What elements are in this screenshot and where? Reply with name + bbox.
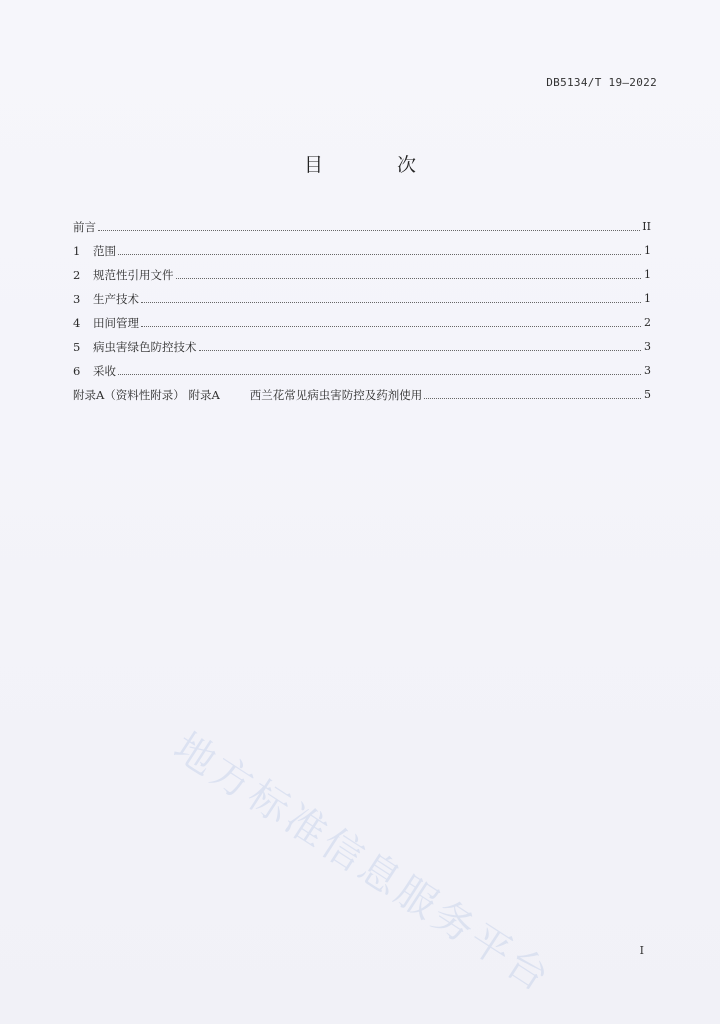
toc-label: 采收 <box>93 364 116 378</box>
toc-page-number: 3 <box>644 364 651 377</box>
page-number: I <box>639 944 644 957</box>
toc-page-number: II <box>642 220 651 233</box>
toc-label: 范围 <box>93 244 116 258</box>
toc-leader-dots <box>141 325 641 327</box>
standard-code: DB5134/T 19—2022 <box>546 76 657 89</box>
toc-label: 附录A（资料性附录） 附录A <box>73 388 220 402</box>
toc-page-number: 1 <box>644 244 651 257</box>
toc-label: 病虫害绿色防控技术 <box>93 340 197 354</box>
toc-page-number: 2 <box>644 316 651 329</box>
toc-section-number: 6 <box>73 364 81 378</box>
toc-leader-dots <box>118 373 641 375</box>
toc-leader-dots <box>118 253 641 255</box>
page-title: 目 次 <box>303 154 451 176</box>
toc-section-number: 5 <box>73 340 81 354</box>
toc-page-number: 1 <box>644 268 651 281</box>
toc-section-number: 3 <box>73 292 81 306</box>
toc-leader-dots <box>199 349 642 351</box>
toc-leader-dots <box>141 301 641 303</box>
toc-page-number: 1 <box>644 292 651 305</box>
toc-entry-3[interactable] <box>73 282 651 306</box>
toc-entry-appendix-a[interactable] <box>73 378 651 402</box>
toc-entry-4[interactable] <box>73 306 651 330</box>
toc-leader-dots <box>176 277 642 279</box>
toc-entry-2[interactable] <box>73 258 651 282</box>
toc-section-number: 1 <box>73 244 81 258</box>
toc-label: 生产技术 <box>93 292 139 306</box>
toc-entry-6[interactable] <box>73 354 651 378</box>
watermark-text: 地方标准信息服务平台 <box>165 724 560 1003</box>
toc-section-number: 4 <box>73 316 81 330</box>
toc-page-number: 5 <box>644 388 651 401</box>
table-of-contents <box>73 210 651 402</box>
toc-label-appendix-title: 西兰花常见病虫害防控及药剂使用 <box>249 388 423 402</box>
toc-label: 前言 <box>73 220 96 234</box>
toc-entry-5[interactable] <box>73 330 651 354</box>
toc-leader-dots <box>424 397 641 399</box>
toc-label: 田间管理 <box>93 316 139 330</box>
toc-leader-dots <box>98 229 640 231</box>
toc-label: 规范性引用文件 <box>93 268 174 282</box>
toc-entry-1[interactable] <box>73 234 651 258</box>
toc-page-number: 3 <box>644 340 651 353</box>
toc-section-number: 2 <box>73 268 81 282</box>
toc-entry-foreword[interactable] <box>73 210 651 234</box>
